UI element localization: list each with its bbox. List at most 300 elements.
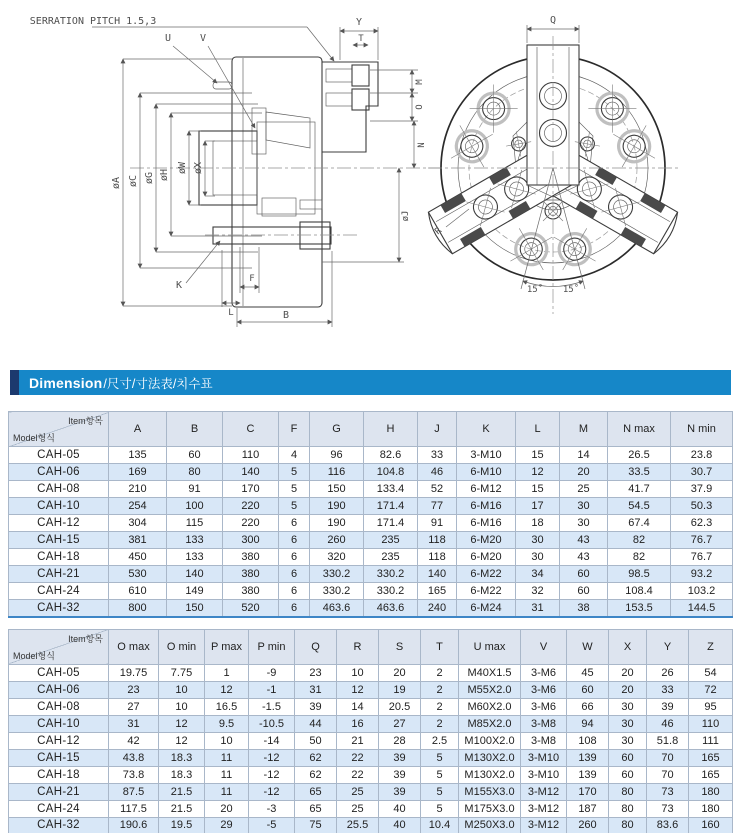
table-row [9,681,733,698]
front-view [424,15,682,314]
value-cell: 1 [205,664,249,681]
value-cell: M60X2.0 [459,698,521,715]
value-cell: 2.5 [421,732,459,749]
value-cell: 12 [205,681,249,698]
value-cell: 6-M10 [457,464,516,481]
value-cell: 116 [310,464,364,481]
value-cell: 26 [647,664,689,681]
value-cell: 28 [379,732,421,749]
value-cell: 60 [609,749,647,766]
value-cell: -9 [249,664,295,681]
value-cell: 60 [560,566,608,583]
value-cell: 260 [310,532,364,549]
dimension-table-1 [8,411,733,618]
table-row [9,800,733,817]
column-header: G [310,412,364,447]
value-cell: 3-M12 [521,800,567,817]
value-cell: 16 [337,715,379,732]
value-cell: 50.3 [671,498,733,515]
column-header: A [109,412,167,447]
value-cell: 76.7 [671,532,733,549]
value-cell: 42 [109,732,159,749]
value-cell: 6-M20 [457,549,516,566]
value-cell: 140 [418,566,457,583]
value-cell: 165 [418,583,457,600]
model-cell: CAH-12 [9,732,109,749]
value-cell: 80 [609,800,647,817]
column-header: N max [608,412,671,447]
value-cell: M250X3.0 [459,817,521,833]
value-cell: 260 [567,817,609,833]
value-cell: 139 [567,749,609,766]
value-cell: 66 [567,698,609,715]
value-cell: -12 [249,783,295,800]
value-cell: 25.5 [337,817,379,833]
value-cell: 30 [516,549,560,566]
value-cell: 73 [647,783,689,800]
value-cell: 37.9 [671,481,733,498]
value-cell: 171.4 [364,498,418,515]
model-cell: CAH-08 [9,698,109,715]
value-cell: 14 [337,698,379,715]
model-cell: CAH-15 [9,532,109,549]
value-cell: 150 [167,600,223,617]
dim-label-t: T [358,34,364,44]
value-cell: 40 [379,817,421,833]
corner-cell [9,629,109,664]
column-header: F [279,412,310,447]
value-cell: 3-M8 [521,732,567,749]
value-cell: 30 [560,515,608,532]
dim-label-dia-h: øH [159,168,170,182]
dimension-table-2 [8,629,733,833]
model-cell: CAH-18 [9,549,109,566]
value-cell: 220 [223,498,279,515]
value-cell: 6 [279,549,310,566]
value-cell: 33 [647,681,689,698]
dim-label-n: N [417,142,427,148]
table-row [9,817,733,833]
value-cell: 23.8 [671,447,733,464]
value-cell: 7.75 [159,664,205,681]
value-cell: 77 [418,498,457,515]
header-row [9,629,733,664]
value-cell: 82 [608,549,671,566]
value-cell: 9.5 [205,715,249,732]
value-cell: 44 [295,715,337,732]
value-cell: 62.3 [671,515,733,532]
value-cell: 60 [167,447,223,464]
value-cell: 111 [689,732,733,749]
dim-label-y: Y [355,17,363,28]
value-cell: 6 [279,583,310,600]
value-cell: 300 [223,532,279,549]
table-row [9,783,733,800]
value-cell: 240 [418,600,457,617]
value-cell: 25 [560,481,608,498]
value-cell: 12 [337,681,379,698]
value-cell: 46 [647,715,689,732]
model-cell: CAH-32 [9,817,109,833]
value-cell: 2 [421,664,459,681]
column-header: O min [159,629,205,664]
column-header: H [364,412,418,447]
value-cell: 6-M12 [457,481,516,498]
value-cell: M100X2.0 [459,732,521,749]
value-cell: 235 [364,532,418,549]
value-cell: 33.5 [608,464,671,481]
column-header: W [567,629,609,664]
value-cell: 94 [567,715,609,732]
value-cell: 33 [418,447,457,464]
value-cell: 139 [567,766,609,783]
column-header: Z [689,629,733,664]
technical-drawing [0,0,740,364]
value-cell: 45 [567,664,609,681]
value-cell: 27 [379,715,421,732]
value-cell: 27 [109,698,159,715]
value-cell: 150 [310,481,364,498]
side-view [30,16,440,327]
value-cell: 31 [516,600,560,617]
table-row [9,698,733,715]
dim-label-o: O [415,104,425,110]
value-cell: 20 [560,464,608,481]
value-cell: -12 [249,749,295,766]
value-cell: 65 [295,783,337,800]
value-cell: 20 [379,664,421,681]
value-cell: 140 [223,464,279,481]
value-cell: 6 [279,515,310,532]
value-cell: 32 [516,583,560,600]
value-cell: 72 [689,681,733,698]
table-row [9,498,733,515]
value-cell: 46 [418,464,457,481]
value-cell: 3-M10 [457,447,516,464]
value-cell: 381 [109,532,167,549]
column-header: U max [459,629,521,664]
column-header: L [516,412,560,447]
column-header: X [609,629,647,664]
value-cell: 2 [421,715,459,732]
table-row [9,464,733,481]
value-cell: 144.5 [671,600,733,617]
value-cell: 39 [647,698,689,715]
model-cell: CAH-10 [9,715,109,732]
serration-note: SERRATION PITCH 1.5,3 [29,16,157,27]
dim-label-dia-c: øC [128,174,139,188]
model-cell: CAH-32 [9,600,109,617]
value-cell: 10.4 [421,817,459,833]
value-cell: 153.5 [608,600,671,617]
value-cell: 80 [167,464,223,481]
value-cell: 43 [560,532,608,549]
value-cell: 330.2 [310,566,364,583]
corner-item-label: Item항목 [68,633,103,644]
value-cell: 10 [337,664,379,681]
value-cell: 190.6 [109,817,159,833]
value-cell: 54.5 [608,498,671,515]
dim-label-m: M [415,79,425,85]
value-cell: 3-M6 [521,698,567,715]
value-cell: 11 [205,766,249,783]
value-cell: 180 [689,800,733,817]
corner-item-label: Item항목 [68,416,103,426]
value-cell: -5 [249,817,295,833]
table-row [9,515,733,532]
value-cell: 62 [295,749,337,766]
value-cell: 5 [279,464,310,481]
value-cell: 31 [109,715,159,732]
dim-label-dia-g: øG [144,171,155,185]
value-cell: M130X2.0 [459,749,521,766]
value-cell: 180 [689,783,733,800]
table-row [9,600,733,617]
model-cell: CAH-05 [9,447,109,464]
value-cell: 5 [421,783,459,800]
dim-label-b: B [282,310,290,321]
value-cell: M40X1.5 [459,664,521,681]
value-cell: 31 [295,681,337,698]
value-cell: 93.2 [671,566,733,583]
value-cell: 171.4 [364,515,418,532]
value-cell: 14 [560,447,608,464]
value-cell: 60 [567,681,609,698]
value-cell: 87.5 [109,783,159,800]
model-cell: CAH-21 [9,783,109,800]
model-cell: CAH-08 [9,481,109,498]
column-header: T [421,629,459,664]
value-cell: 20 [205,800,249,817]
value-cell: 25 [337,783,379,800]
value-cell: 20 [609,681,647,698]
value-cell: 330.2 [364,583,418,600]
value-cell: 135 [109,447,167,464]
model-cell: CAH-18 [9,766,109,783]
value-cell: 320 [310,549,364,566]
dim-label-dia-j: øJ [401,210,411,222]
value-cell: 380 [223,566,279,583]
value-cell: 70 [647,766,689,783]
table-row [9,549,733,566]
value-cell: 110 [223,447,279,464]
value-cell: 3-M10 [521,749,567,766]
table-row [9,766,733,783]
value-cell: -10.5 [249,715,295,732]
value-cell: 23 [109,681,159,698]
value-cell: 12 [159,732,205,749]
value-cell: 50 [295,732,337,749]
drawing-area [0,0,740,364]
column-header: M [560,412,608,447]
value-cell: 22 [337,766,379,783]
dim-label-l: L [228,308,234,318]
column-header: O max [109,629,159,664]
corner-model-label: Model형식 [13,650,55,661]
value-cell: 210 [109,481,167,498]
value-cell: 190 [310,515,364,532]
value-cell: 15 [516,481,560,498]
model-cell: CAH-12 [9,515,109,532]
value-cell: 304 [109,515,167,532]
value-cell: 30 [609,715,647,732]
value-cell: 149 [167,583,223,600]
corner-model-label: Model형식 [13,433,55,443]
value-cell: 220 [223,515,279,532]
value-cell: 12 [516,464,560,481]
value-cell: 5 [421,800,459,817]
value-cell: 52 [418,481,457,498]
value-cell: 95 [689,698,733,715]
value-cell: 82.6 [364,447,418,464]
model-cell: CAH-24 [9,583,109,600]
value-cell: 39 [295,698,337,715]
value-cell: -12 [249,766,295,783]
value-cell: 18 [516,515,560,532]
value-cell: 235 [364,549,418,566]
value-cell: 65 [295,800,337,817]
value-cell: 104.8 [364,464,418,481]
value-cell: 75 [295,817,337,833]
dim-label-f: F [249,274,255,284]
value-cell: 6-M22 [457,566,516,583]
model-cell: CAH-06 [9,464,109,481]
value-cell: 3-M12 [521,817,567,833]
section-title: Dimension [29,374,103,391]
value-cell: 60 [560,583,608,600]
value-cell: 108.4 [608,583,671,600]
value-cell: 108 [567,732,609,749]
value-cell: 80 [609,817,647,833]
column-header: Q [295,629,337,664]
value-cell: 76.7 [671,549,733,566]
value-cell: 133.4 [364,481,418,498]
model-cell: CAH-10 [9,498,109,515]
model-cell: CAH-05 [9,664,109,681]
value-cell: 140 [167,566,223,583]
value-cell: 73 [647,800,689,817]
corner-cell [9,412,109,447]
value-cell: 450 [109,549,167,566]
model-cell: CAH-21 [9,566,109,583]
table-row [9,447,733,464]
column-header: R [337,629,379,664]
value-cell: 39 [379,749,421,766]
dim-label-r: R [433,225,445,238]
value-cell: 39 [379,783,421,800]
value-cell: 3-M10 [521,766,567,783]
value-cell: 29 [205,817,249,833]
table-row [9,715,733,732]
value-cell: 54 [689,664,733,681]
value-cell: 5 [279,481,310,498]
header-accent-stripe [10,370,19,395]
value-cell: 10 [159,681,205,698]
table-row [9,532,733,549]
value-cell: 118 [418,532,457,549]
value-cell: 91 [418,515,457,532]
dim-label-u: U [164,33,172,44]
column-header: P min [249,629,295,664]
column-header: P max [205,629,249,664]
value-cell: 30 [560,498,608,515]
value-cell: 463.6 [364,600,418,617]
table-row [9,749,733,766]
value-cell: 62 [295,766,337,783]
angle-label-left: 15˚ [526,285,544,295]
value-cell: 3-M8 [521,715,567,732]
value-cell: 380 [223,549,279,566]
value-cell: 20 [609,664,647,681]
value-cell: -3 [249,800,295,817]
value-cell: 5 [421,766,459,783]
section-header-bar [10,370,731,395]
value-cell: 19.5 [159,817,205,833]
value-cell: 80 [609,783,647,800]
value-cell: 6-M16 [457,515,516,532]
value-cell: 20.5 [379,698,421,715]
value-cell: 6-M16 [457,498,516,515]
value-cell: 10 [205,732,249,749]
dim-label-v: V [199,33,207,44]
value-cell: 19 [379,681,421,698]
value-cell: 30 [516,532,560,549]
value-cell: 2 [421,681,459,698]
value-cell: 26.5 [608,447,671,464]
value-cell: 34 [516,566,560,583]
value-cell: 70 [647,749,689,766]
value-cell: 96 [310,447,364,464]
value-cell: 98.5 [608,566,671,583]
value-cell: 83.6 [647,817,689,833]
value-cell: 6 [279,532,310,549]
value-cell: 5 [279,498,310,515]
table-row [9,664,733,681]
column-header: S [379,629,421,664]
value-cell: 30 [609,732,647,749]
value-cell: 40 [379,800,421,817]
value-cell: 23 [295,664,337,681]
value-cell: 5 [421,749,459,766]
dim-label-q: Q [549,15,557,26]
value-cell: M55X2.0 [459,681,521,698]
value-cell: 51.8 [647,732,689,749]
value-cell: 6 [279,600,310,617]
value-cell: 16.5 [205,698,249,715]
value-cell: 380 [223,583,279,600]
table-row [9,732,733,749]
value-cell: 21.5 [159,783,205,800]
value-cell: 160 [689,817,733,833]
value-cell: 60 [609,766,647,783]
model-cell: CAH-15 [9,749,109,766]
value-cell: M175X3.0 [459,800,521,817]
section-subtitle: /尺寸/寸法表/치수표 [103,376,213,391]
value-cell: 330.2 [364,566,418,583]
value-cell: 330.2 [310,583,364,600]
value-cell: M155X3.0 [459,783,521,800]
dim-label-k: K [175,280,183,291]
value-cell: 187 [567,800,609,817]
value-cell: 30 [609,698,647,715]
value-cell: M130X2.0 [459,766,521,783]
value-cell: -1.5 [249,698,295,715]
value-cell: 170 [223,481,279,498]
value-cell: 21 [337,732,379,749]
value-cell: 25 [337,800,379,817]
value-cell: 67.4 [608,515,671,532]
value-cell: 100 [167,498,223,515]
